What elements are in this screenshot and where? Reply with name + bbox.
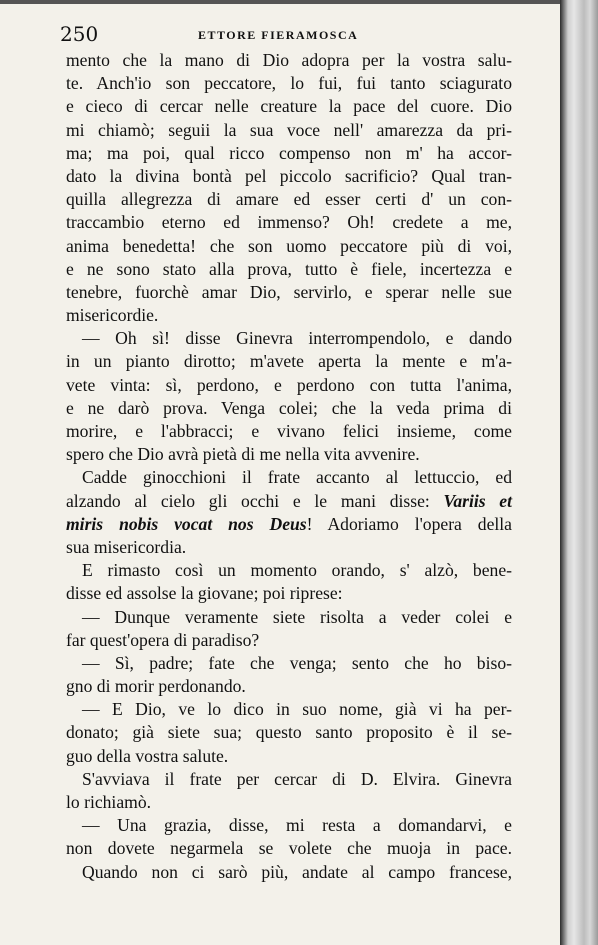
line-text: gno di morir perdonando. [66,676,246,697]
page-number: 250 [60,22,99,46]
text-line [66,49,512,72]
line-text: — E Dio, ve lo dico in suo nome, già vi ha per- [82,699,512,720]
line-text: far quest'opera di paradiso? [66,629,260,650]
line-text: in un pianto dirotto; m'avete aperta la mente e m'a- [66,351,512,372]
line-text: sua misericordia. [66,536,187,557]
text-line [66,188,512,211]
line-text: — Una grazia, disse, mi resta a domandarvi, e [82,815,512,836]
line-text: E rimasto così un momento orando, s' alzò, bene- [82,560,512,581]
line-text: e ne darò prova. Venga colei; che la veda prima di [66,397,512,418]
line-text: non dovete negarmela se volete che muoja in pace. [66,838,512,859]
line-text: — Sì, padre; fate che venga; sento che ho biso- [82,652,512,673]
text-line [66,327,512,350]
text-line [66,629,512,652]
line-text: quilla allegrezza di amare ed esser certi d' un con- [66,189,512,210]
text-line [66,490,512,513]
line-text: — Dunque veramente siete risolta a veder colei e [82,606,512,627]
line-text: te. Anch'io son peccatore, lo fui, fui tanto sciagurato [66,73,512,94]
text-line [66,165,512,188]
text-line [66,652,512,675]
running-title: ETTORE FIERAMOSCA [198,28,359,42]
text-line [66,443,512,466]
line-text: tenebre, fuorchè amar Dio, servirlo, e sperar nelle sue [66,281,512,302]
line-text: misericordie. [66,305,159,326]
top-border [0,0,560,4]
text-line [66,791,512,814]
text-line [66,374,512,397]
text-line [66,142,512,165]
text-line [66,72,512,95]
page-header [58,22,538,46]
text-line [66,745,512,768]
line-text: dato la divina bontà pel piccolo sacrificio? Qual tran- [66,165,512,186]
line-text: spero che Dio avrà pietà di me nella vita avvenire. [66,444,420,465]
line-text: disse ed assolse la giovane; poi riprese: [66,583,343,604]
line-text: mi chiamò; seguii la sua voce nell' amarezza da pri- [66,119,512,140]
text-line [66,420,512,443]
line-text: S'avviava il frate per cercar di D. Elvira. Ginevra [82,768,512,789]
italic-phrase: miris nobis vocat nos Deus [66,513,307,534]
line-text: ! Adoriamo l'opera della [306,513,512,534]
body-text [66,49,512,884]
text-line [66,304,512,327]
text-line [66,814,512,837]
text-line [66,513,512,536]
text-line [66,675,512,698]
text-line [66,837,512,860]
italic-phrase: Variis et [443,490,512,511]
text-line [66,95,512,118]
line-text: anima benedetta! che son uomo peccatore più di voi, [66,235,512,256]
line-text: donato; già siete sua; questo santo proposito è il se- [66,722,512,743]
text-line [66,559,512,582]
line-text: morire, e l'abbracci; e vivano felici insieme, come [66,421,512,441]
text-line [66,721,512,744]
text-line [66,350,512,373]
text-line [66,281,512,304]
text-line [66,861,512,884]
text-line [66,582,512,605]
text-line [66,536,512,559]
line-text: vete vinta: sì, perdono, e perdono con tutta l'anima, [66,374,512,395]
line-text: Cadde ginocchioni il frate accanto al lettuccio, ed [82,467,512,488]
line-text: ma; ma poi, qual ricco compenso non m' ha accor- [66,142,512,163]
line-text: guo della vostra salute. [66,745,229,766]
text-line [66,466,512,489]
line-text: e ne sono stato alla prova, tutto è fiele, incertezza e [66,258,512,279]
text-line [66,768,512,791]
line-text: lo richiamò. [66,792,152,812]
page-edge [560,0,598,945]
line-text: traccambio eterno ed immenso? Oh! credete a me, [66,212,512,233]
line-text: — Oh sì! disse Ginevra interrompendolo, e dando [82,328,512,349]
text-line [66,235,512,258]
text-line [66,119,512,142]
text-line [66,211,512,234]
line-text: alzando al cielo gli occhi e le mani disse: [66,490,430,511]
line-text: Quando non ci sarò più, andate al campo francese, [82,861,512,882]
line-text: mento che la mano di Dio adopra per la vostra salu- [66,50,512,70]
text-line [66,397,512,420]
text-line [66,258,512,281]
line-text: e cieco di cercar nelle creature la pace del cuore. Dio [66,96,512,117]
text-line [66,698,512,721]
text-line [66,606,512,629]
